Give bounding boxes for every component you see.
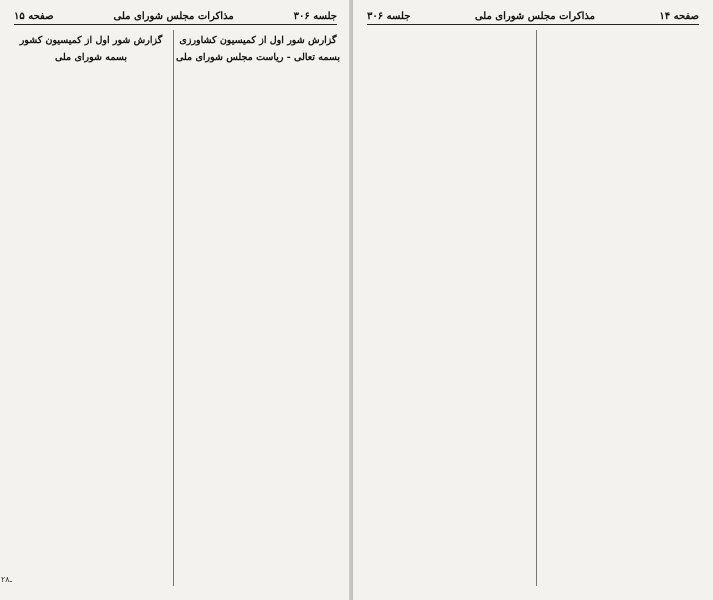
section-heading: بسمه تعالی - ریاست مجلس شورای ملی <box>175 52 340 63</box>
left-header-left: صفحه ۱۵ <box>14 10 54 22</box>
left-page-header <box>14 8 337 25</box>
section-heading: گزارش شور اول از کمیسیون کشور <box>19 35 163 46</box>
right-header-center: مذاکرات مجلس شورای ملی <box>474 10 595 22</box>
page-edge-mark: ـ۲۸ <box>1 575 12 584</box>
left-header-center: مذاکرات مجلس شورای ملی <box>113 10 234 22</box>
left-page-column-1 <box>176 30 340 586</box>
section-heading: بسمه شورای ملی <box>54 52 127 63</box>
right-page <box>353 0 713 600</box>
left-column-divider <box>173 30 174 586</box>
left-page-column-2 <box>10 30 172 586</box>
left-page <box>0 0 352 600</box>
right-page-column-1 <box>539 30 701 586</box>
right-header-left: جلسه ۳۰۶ <box>367 10 411 22</box>
section-heading: گزارش شور اول از کمیسیون کشاورزی <box>179 35 337 46</box>
left-header-right: جلسه ۳۰۶ <box>293 10 337 22</box>
right-page-header <box>367 8 699 25</box>
right-column-divider <box>536 30 537 586</box>
right-header-right: صفحه ۱۴ <box>659 10 699 22</box>
right-page-column-2 <box>369 30 533 586</box>
